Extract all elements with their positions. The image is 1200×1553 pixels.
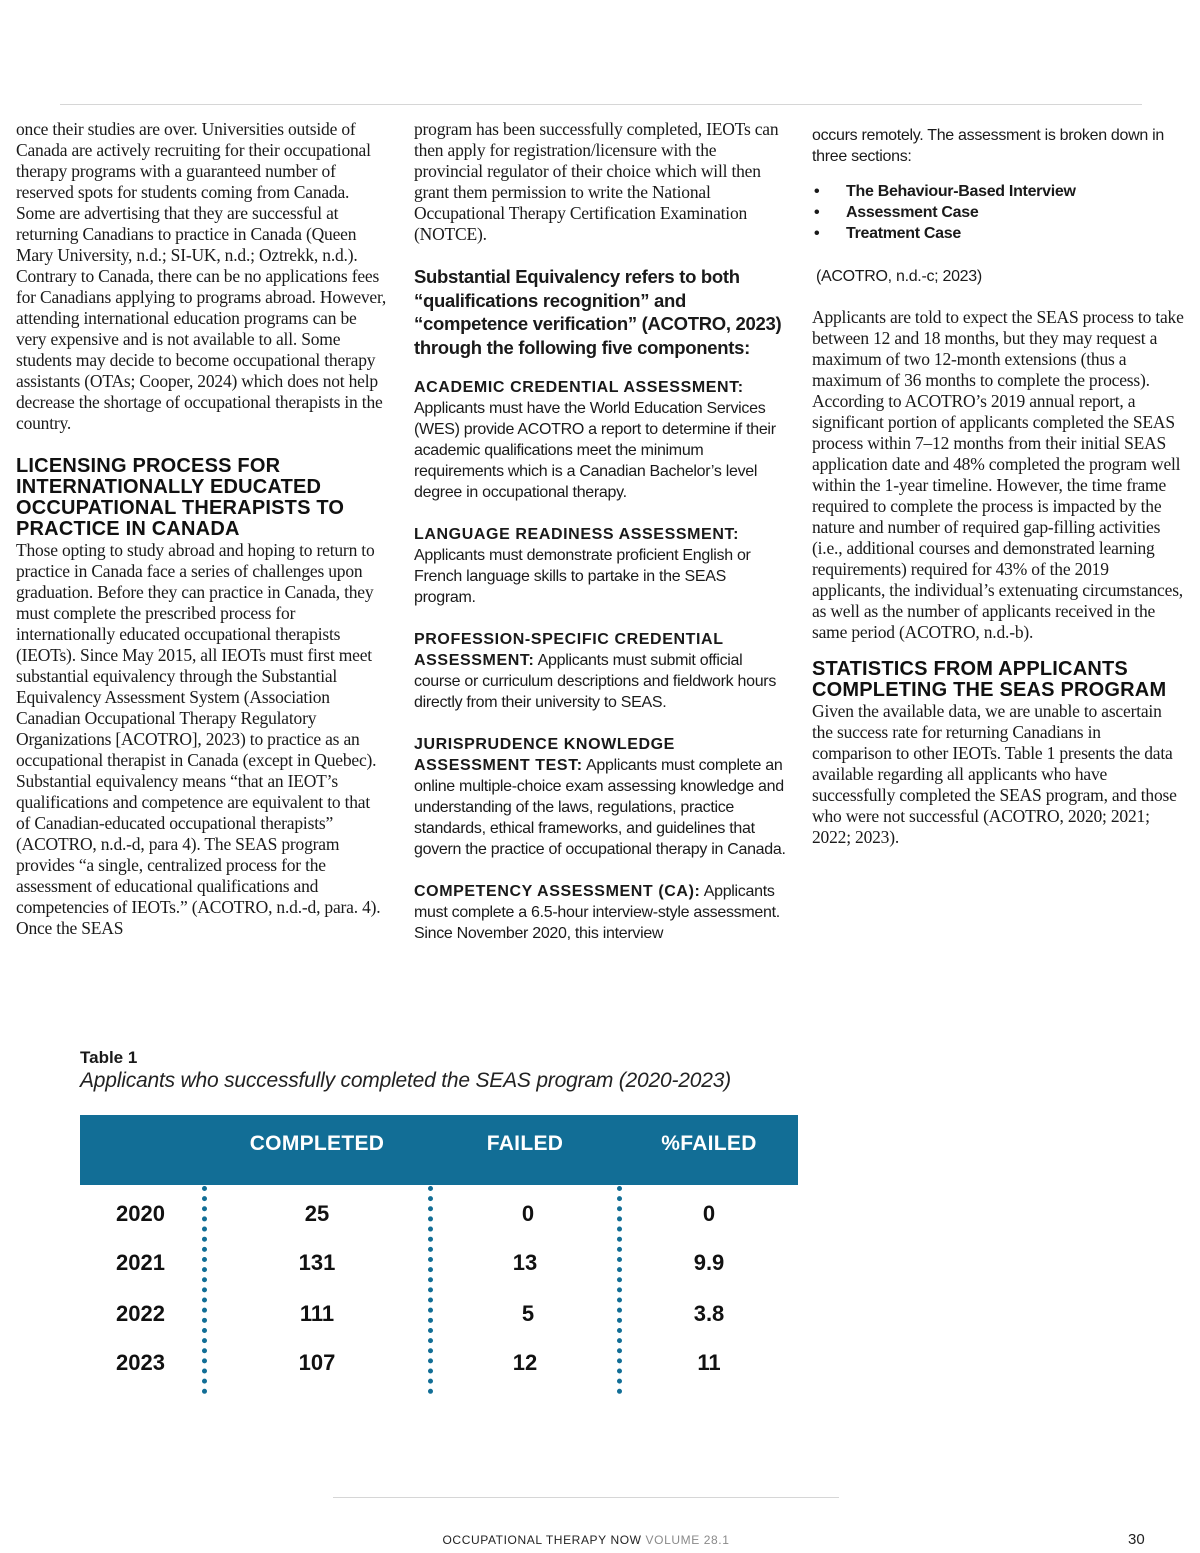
row-year: 2020 <box>116 1201 165 1226</box>
row-year: 2023 <box>116 1350 165 1375</box>
cell-failed: 5 <box>521 1301 535 1326</box>
table-caption: Applicants who successfully completed the SEAS program (2020-2023) <box>80 1069 731 1092</box>
table-header <box>80 1115 798 1185</box>
cell-failed: 12 <box>512 1350 538 1375</box>
volume-label: VOLUME 28.1 <box>645 1533 730 1547</box>
body-paragraph: Given the available data, we are unable to ascertain the success rate for returning Canadians in comparison to other IEOTs. Table 1 presents the data available regarding all applicants who have successfully completed the SEAS program, and those who were not successful (ACOTRO, 2020; 2021; 2022; 2023). <box>812 701 1177 847</box>
cell-pct-failed: 9.9 <box>693 1250 725 1275</box>
component-competency <box>414 881 786 944</box>
list-item: • Treatment Case <box>812 223 1184 244</box>
cell-failed: 0 <box>521 1201 535 1226</box>
column-header-completed: COMPLETED <box>249 1132 385 1155</box>
body-paragraph: Applicants are told to expect the SEAS process to take between 12 and 18 months, but they may request a maximum of two 12-month extensions (thus a maximum of 36 months to complete the process). According to ACOTRO’s 2019 annual report, a significant portion of applicants completed the SEAS process within 7–12 months from their initial SEAS application date and 48% completed the program well within the 1-year timeline. However, the time frame required to complete the process is impacted by the nature and number of required gap-filling activities (i.e., additional courses and demonstrated learning requirements) required for 43% of the 2019 applicants, the individual’s extenuating circumstances, as well as the number of applicants received in the same period (ACOTRO, n.d.-b). <box>812 307 1184 642</box>
section-heading-statistics: STATISTICS FROM APPLICANTS COMPLETING THE SEAS PROGRAM <box>812 658 1167 701</box>
component-title: PROFESSION-SPECIFIC CREDENTIAL ASSESSMENT: <box>414 631 724 669</box>
cell-completed: 107 <box>298 1350 336 1375</box>
column-header-failed: FAILED <box>486 1132 564 1155</box>
footer <box>0 1533 1172 1547</box>
component-text: Applicants must demonstrate proficient English or French language skills to partake in the SEAS program. <box>414 547 751 606</box>
component-text: Applicants must have the World Education Services (WES) provide ACOTRO a report to determine if their academic qualifications meet the minimum requirements which is a Canadian Bachelor’s level degree in occupational therapy. <box>414 400 776 501</box>
cell-completed: 131 <box>298 1250 336 1275</box>
cell-failed: 13 <box>512 1250 538 1275</box>
column-header-pct-failed: %FAILED <box>661 1132 757 1155</box>
column-2 <box>414 119 786 944</box>
section-heading-licensing: LICENSING PROCESS FOR INTERNATIONALLY EDUCATED OCCUPATIONAL THERAPISTS TO PRACTICE IN CANADA <box>16 455 345 540</box>
component-title: ACADEMIC CREDENTIAL ASSESSMENT: <box>414 379 744 396</box>
top-divider <box>60 104 1142 105</box>
footer-divider <box>333 1497 839 1498</box>
component-title: JURISPRUDENCE KNOWLEDGE ASSESSMENT TEST: <box>414 736 675 774</box>
cell-pct-failed: 11 <box>697 1350 721 1375</box>
column-divider <box>428 1186 433 1394</box>
body-paragraph: program has been successfully completed, IEOTs can then apply for registration/licensure with the provincial regulator of their choice which will then grant them permission to write the National Occupational Therapy Certification Examination (NOTCE). <box>414 119 779 244</box>
table-label: Table 1 <box>80 1048 138 1067</box>
component-language <box>414 524 786 608</box>
publication-title: OCCUPATIONAL THERAPY NOW <box>442 1533 642 1547</box>
cell-completed: 25 <box>304 1201 330 1226</box>
body-paragraph: once their studies are over. Universities outside of Canada are actively recruiting for their occupational therapy programs with a guaranteed number of reserved spots for students coming from Canada. Some are advertising that they are successful at returning Canadians to practice in Canada (Queen Mary University, n.d.; SI-UK, n.d.; Oztrekk, n.d.). Contrary to Canada, there can be no applications fees for Canadians applying to programs abroad. However, attending international education programs can be very expensive and is not available to all. Some students may decide to become occupational therapy assistants (OTAs; Cooper, 2024) which does not help decrease the shortage of occupational therapists in the country. <box>16 119 387 433</box>
component-title: LANGUAGE READINESS ASSESSMENT: <box>414 526 739 543</box>
column-1 <box>16 119 388 939</box>
assessment-sections-list <box>812 181 1184 244</box>
component-text: Applicants must submit official course or curriculum descriptions and fieldwork hours directly from their university to SEAS. <box>414 652 777 711</box>
column-3 <box>812 125 1184 848</box>
components-lead: Substantial Equivalency refers to both “qualifications recognition” and “competence verification” (ACOTRO, 2023) through the following five components: <box>414 266 782 358</box>
citation: (ACOTRO, n.d.-c; 2023) <box>816 268 982 285</box>
component-jurisprudence <box>414 734 786 860</box>
body-paragraph: Those opting to study abroad and hoping to return to practice in Canada face a series of challenges upon graduation. Before they can practice in Canada, they must complete the prescribed process for internationally educated occupational therapists (IEOTs). Since May 2015, all IEOTs must first meet substantial equivalency through the Substantial Equivalency Assessment System (Association Canadian Occupational Therapy Regulatory Organizations [ACOTRO], 2023) to practice as an occupational therapist in Canada (except in Quebec). Substantial equivalency means “that an IEOT’s qualifications and competence are equivalent to that of Canadian-educated occupational therapists” (ACOTRO, n.d.-d, para 4). The SEAS program provides “a single, centralized process for the assessment of educational qualifications and competencies of IEOTs.” (ACOTRO, n.d.-d, para. 4). Once the SEAS <box>16 540 381 938</box>
cell-completed: 111 <box>299 1301 335 1326</box>
component-title: COMPETENCY ASSESSMENT (CA): <box>414 883 701 900</box>
cell-pct-failed: 3.8 <box>693 1301 725 1326</box>
component-academic <box>414 377 786 503</box>
assessment-intro: occurs remotely. The assessment is broken down in three sections: <box>812 127 1164 165</box>
row-year: 2021 <box>116 1250 165 1275</box>
component-text: Applicants must complete a 6.5-hour interview-style assessment. Since November 2020, this interview <box>414 883 780 942</box>
list-item: • The Behaviour-Based Interview <box>812 181 1184 202</box>
row-year: 2022 <box>116 1301 165 1326</box>
page-number: 30 <box>1128 1531 1145 1548</box>
cell-pct-failed: 0 <box>702 1201 716 1226</box>
column-divider <box>617 1186 622 1394</box>
component-text: Applicants must complete an online multiple-choice exam assessing knowledge and understanding of the laws, regulations, practice standards, ethical frameworks, and guidelines that govern the practice of occupational therapy in Canada. <box>414 757 786 858</box>
list-item: • Assessment Case <box>812 202 1184 223</box>
component-profession <box>414 629 786 713</box>
